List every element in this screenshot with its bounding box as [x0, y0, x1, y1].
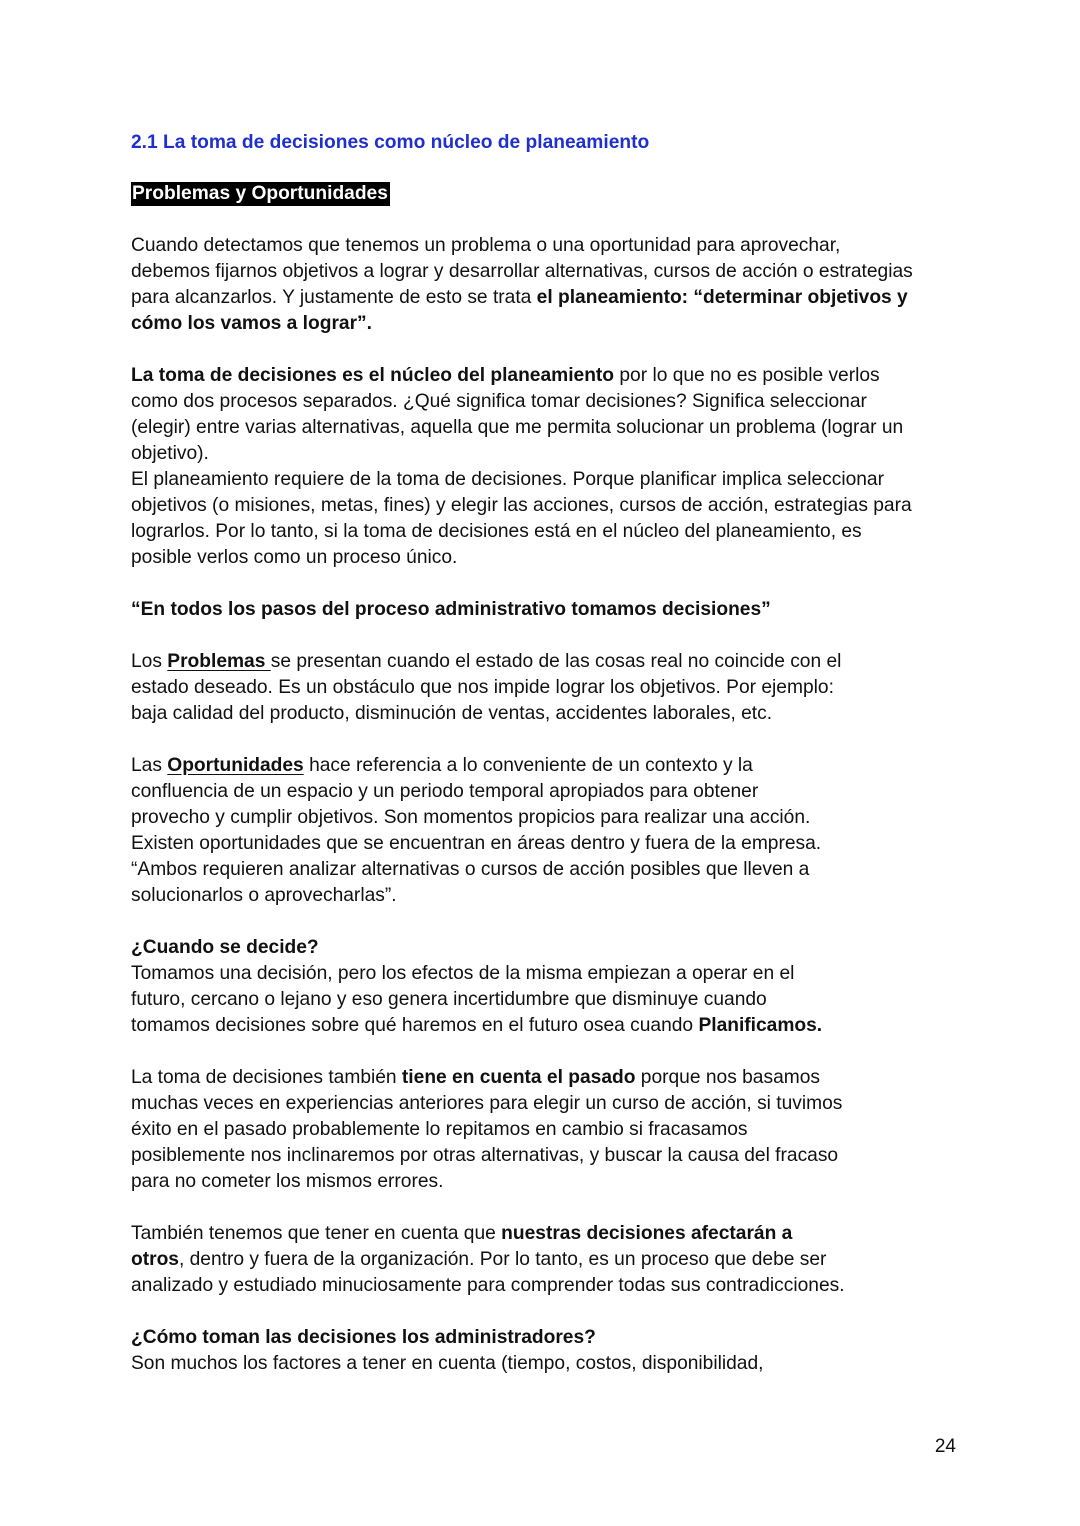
paragraph-past	[131, 1065, 961, 1195]
text-line: objetivo).	[131, 443, 209, 464]
section-heading: 2.1 La toma de decisiones como núcleo de planeamiento	[131, 132, 650, 153]
paragraph-intro	[131, 233, 961, 337]
text-line: La toma de decisiones es el núcleo del planeamiento por lo que no es posible verlos	[131, 365, 880, 386]
text-line: Los Problemas se presentan cuando el estado de las cosas real no coincide con el	[131, 651, 842, 672]
highlight-wrapper	[131, 181, 961, 211]
paragraph-opportunities	[131, 753, 961, 909]
text-line: futuro, cercano o lejano y eso genera incertidumbre que disminuye cuando	[131, 989, 767, 1010]
highlighted-subtitle: Problemas y Oportunidades	[132, 183, 388, 204]
text-line: Son muchos los factores a tener en cuenta (tiempo, costos, disponibilidad,	[131, 1353, 764, 1374]
paragraph-administrators	[131, 1325, 961, 1377]
subsection-title: ¿Cuando se decide?	[131, 937, 319, 958]
page-number: 24	[934, 1436, 956, 1457]
paragraph-others	[131, 1221, 961, 1299]
text-line: objetivos (o misiones, metas, fines) y elegir las acciones, cursos de acción, estrategias para	[131, 495, 912, 516]
subsection-title: ¿Cómo toman las decisiones los administradores?	[131, 1327, 596, 1348]
text-line: El planeamiento requiere de la toma de decisiones. Porque planificar implica seleccionar	[131, 469, 884, 490]
text-line: lograrlos. Por lo tanto, si la toma de decisiones está en el núcleo del planeamiento, es	[131, 521, 862, 542]
text-line: La toma de decisiones también tiene en cuenta el pasado porque nos basamos	[131, 1067, 820, 1088]
text-line: estado deseado. Es un obstáculo que nos impide lograr los objetivos. Por ejemplo:	[131, 677, 834, 698]
text-line: Cuando detectamos que tenemos un problema o una oportunidad para aprovechar,	[131, 235, 841, 256]
paragraph-problems	[131, 649, 961, 727]
page-body	[131, 128, 961, 1377]
text-line: (elegir) entre varias alternativas, aquella que me permita solucionar un problema (lograr un	[131, 417, 904, 438]
text-line: solucionarlos o aprovecharlas”.	[131, 885, 397, 906]
paragraph-core	[131, 363, 961, 571]
text-line: éxito en el pasado probablemente lo repitamos en cambio si fracasamos	[131, 1119, 748, 1140]
text-line: Tomamos una decisión, pero los efectos de la misma empiezan a operar en el	[131, 963, 795, 984]
text-line: “Ambos requieren analizar alternativas o cursos de acción posibles que lleven a	[131, 859, 810, 880]
text-line: Existen oportunidades que se encuentran en áreas dentro y fuera de la empresa.	[131, 833, 822, 854]
text-line: para alcanzarlos. Y justamente de esto se trata el planeamiento: “determinar objetivos y	[131, 287, 908, 308]
text-line: posible verlos como un proceso único.	[131, 547, 458, 568]
text-line: como dos procesos separados. ¿Qué significa tomar decisiones? Significa seleccionar	[131, 391, 867, 412]
text-line: otros, dentro y fuera de la organización. Por lo tanto, es un proceso que debe ser	[131, 1249, 827, 1270]
text-line: tomamos decisiones sobre qué haremos en el futuro osea cuando Planificamos.	[131, 1015, 823, 1036]
text-line: Las Oportunidades hace referencia a lo conveniente de un contexto y la	[131, 755, 753, 776]
text-line: confluencia de un espacio y un periodo temporal apropiados para obtener	[131, 781, 759, 802]
text-line: para no cometer los mismos errores.	[131, 1171, 444, 1192]
paragraph-when	[131, 935, 961, 1039]
text-line: cómo los vamos a lograr”.	[131, 313, 372, 334]
text-line: provecho y cumplir objetivos. Son momentos propicios para realizar una acción.	[131, 807, 811, 828]
text-line: muchas veces en experiencias anteriores para elegir un curso de acción, si tuvimos	[131, 1093, 843, 1114]
text-line: debemos fijarnos objetivos a lograr y desarrollar alternativas, cursos de acción o estrategias	[131, 261, 913, 282]
text-line: También tenemos que tener en cuenta que nuestras decisiones afectarán a	[131, 1223, 793, 1244]
text-line: baja calidad del producto, disminución de ventas, accidentes laborales, etc.	[131, 703, 773, 724]
text-line: posiblemente nos inclinaremos por otras alternativas, y buscar la causa del fracaso	[131, 1145, 839, 1166]
quote-line: “En todos los pasos del proceso administrativo tomamos decisiones”	[131, 599, 771, 620]
text-line: analizado y estudiado minuciosamente para comprender todas sus contradicciones.	[131, 1275, 845, 1296]
